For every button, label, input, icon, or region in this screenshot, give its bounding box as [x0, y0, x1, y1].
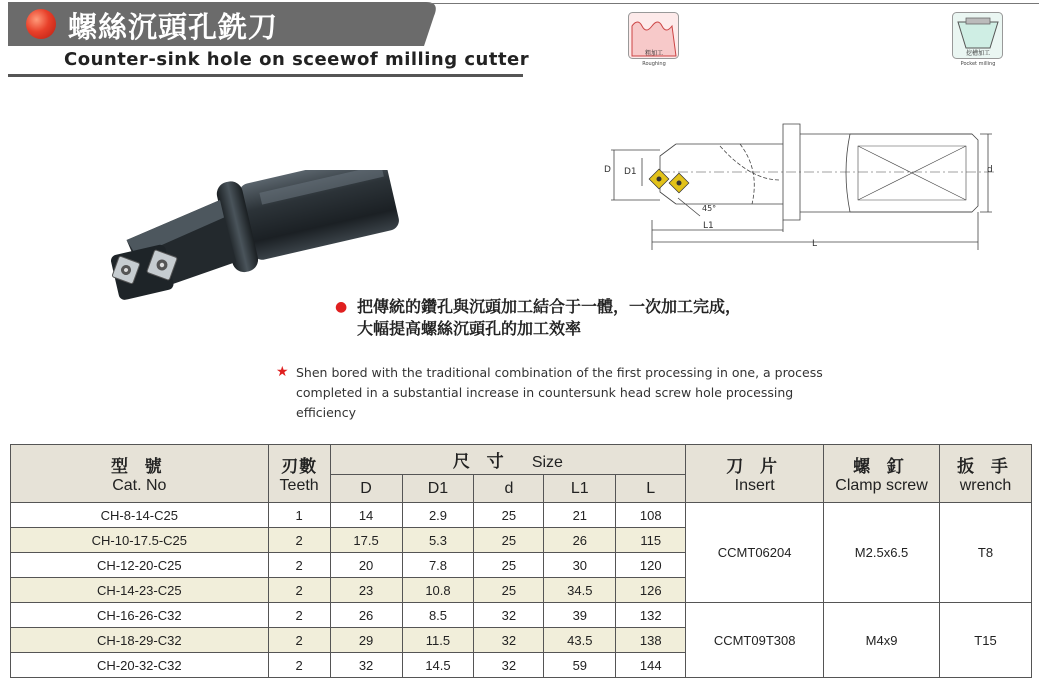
cell-D1: 14.5	[402, 653, 474, 678]
cell-D: 20	[330, 553, 402, 578]
col-L: L	[616, 475, 686, 503]
roughing-label-en: Roughing	[642, 61, 666, 67]
cell-d: 32	[474, 603, 544, 628]
spec-table	[10, 444, 1032, 678]
col-size: 尺 寸 Size	[330, 445, 686, 475]
cell-L: 120	[616, 553, 686, 578]
cell-L: 108	[616, 503, 686, 528]
cell-D1: 2.9	[402, 503, 474, 528]
cell-cat: CH-18-29-C32	[11, 628, 269, 653]
cell-L1: 43.5	[544, 628, 616, 653]
cell-d: 25	[474, 528, 544, 553]
cell-D: 17.5	[330, 528, 402, 553]
pocket-milling-badge	[952, 12, 1004, 70]
table-row	[11, 603, 1032, 628]
cell-cat: CH-8-14-C25	[11, 503, 269, 528]
cell-D1: 5.3	[402, 528, 474, 553]
cell-L1: 59	[544, 653, 616, 678]
col-model: 型 號 Cat. No	[11, 445, 269, 503]
cell-insert: CCMT09T308	[686, 603, 824, 678]
cell-D1: 7.8	[402, 553, 474, 578]
cell-L: 126	[616, 578, 686, 603]
cell-D: 14	[330, 503, 402, 528]
cell-L1: 26	[544, 528, 616, 553]
label-D1: D1	[624, 167, 637, 177]
top-rule	[430, 3, 1039, 4]
cell-L1: 21	[544, 503, 616, 528]
col-wrench: 扳 手 wrench	[939, 445, 1031, 503]
label-angle: 45°	[702, 204, 717, 213]
cell-cat: CH-16-26-C32	[11, 603, 269, 628]
cell-insert: CCMT06204	[686, 503, 824, 603]
cell-L1: 39	[544, 603, 616, 628]
col-screw: 螺 釘 Clamp screw	[824, 445, 940, 503]
cell-cat: CH-20-32-C32	[11, 653, 269, 678]
page-title-en: Counter-sink hole on sceewof milling cutter	[64, 49, 530, 70]
cell-L: 115	[616, 528, 686, 553]
cell-teeth: 2	[268, 528, 330, 553]
cell-cat: CH-14-23-C25	[11, 578, 269, 603]
cell-L1: 30	[544, 553, 616, 578]
description-cn-line1: 把傳統的鑽孔與沉頭加工結合于一體，一次加工完成，	[357, 297, 742, 316]
dimension-drawing	[600, 120, 1000, 252]
pocket-label-cn: 挖槽加工	[965, 50, 990, 57]
roughing-badge	[628, 12, 680, 70]
label-L1: L1	[703, 221, 714, 231]
red-star-icon: ★	[276, 364, 289, 380]
cell-D: 23	[330, 578, 402, 603]
cell-screw: M2.5x6.5	[824, 503, 940, 603]
col-D1: D1	[402, 475, 474, 503]
cell-D1: 10.8	[402, 578, 474, 603]
label-d: d	[987, 165, 993, 175]
cell-D: 26	[330, 603, 402, 628]
red-dot-icon: ●	[335, 299, 348, 315]
cell-D: 32	[330, 653, 402, 678]
pocket-label-en: Pocket milling	[960, 61, 996, 67]
label-D: D	[604, 165, 611, 175]
cell-screw: M4x9	[824, 603, 940, 678]
red-ball-icon	[26, 9, 56, 39]
cutter-photo	[100, 170, 420, 310]
cell-d: 32	[474, 628, 544, 653]
col-insert: 刀 片 Insert	[686, 445, 824, 503]
cell-teeth: 2	[268, 553, 330, 578]
cell-teeth: 2	[268, 603, 330, 628]
cell-cat: CH-12-20-C25	[11, 553, 269, 578]
cell-teeth: 2	[268, 653, 330, 678]
cell-d: 25	[474, 503, 544, 528]
cell-L1: 34.5	[544, 578, 616, 603]
cell-D: 29	[330, 628, 402, 653]
col-d: d	[474, 475, 544, 503]
title-underline	[8, 74, 523, 77]
col-L1: L1	[544, 475, 616, 503]
description-en-text: Shen bored with the traditional combination of the first processing in one, a process completed in a substantial increase in countersunk head screw hole processing efficiency	[296, 365, 823, 420]
title-banner	[8, 2, 438, 44]
cell-d: 25	[474, 553, 544, 578]
cell-teeth: 2	[268, 578, 330, 603]
cell-d: 32	[474, 653, 544, 678]
label-L: L	[812, 239, 818, 249]
cell-wrench: T15	[939, 603, 1031, 678]
cell-teeth: 2	[268, 628, 330, 653]
cell-L: 144	[616, 653, 686, 678]
cell-d: 25	[474, 578, 544, 603]
col-teeth: 刃數 Teeth	[268, 445, 330, 503]
description-cn-line2: 大幅提高螺絲沉頭孔的加工效率	[357, 319, 582, 338]
page-title-cn: 螺絲沉頭孔銑刀	[68, 10, 279, 44]
cell-L: 138	[616, 628, 686, 653]
roughing-label-cn: 粗加工	[644, 50, 663, 57]
cell-D1: 11.5	[402, 628, 474, 653]
table-row	[11, 503, 1032, 528]
cell-teeth: 1	[268, 503, 330, 528]
cell-L: 132	[616, 603, 686, 628]
cell-cat: CH-10-17.5-C25	[11, 528, 269, 553]
col-D: D	[330, 475, 402, 503]
cell-wrench: T8	[939, 503, 1031, 603]
cell-D1: 8.5	[402, 603, 474, 628]
